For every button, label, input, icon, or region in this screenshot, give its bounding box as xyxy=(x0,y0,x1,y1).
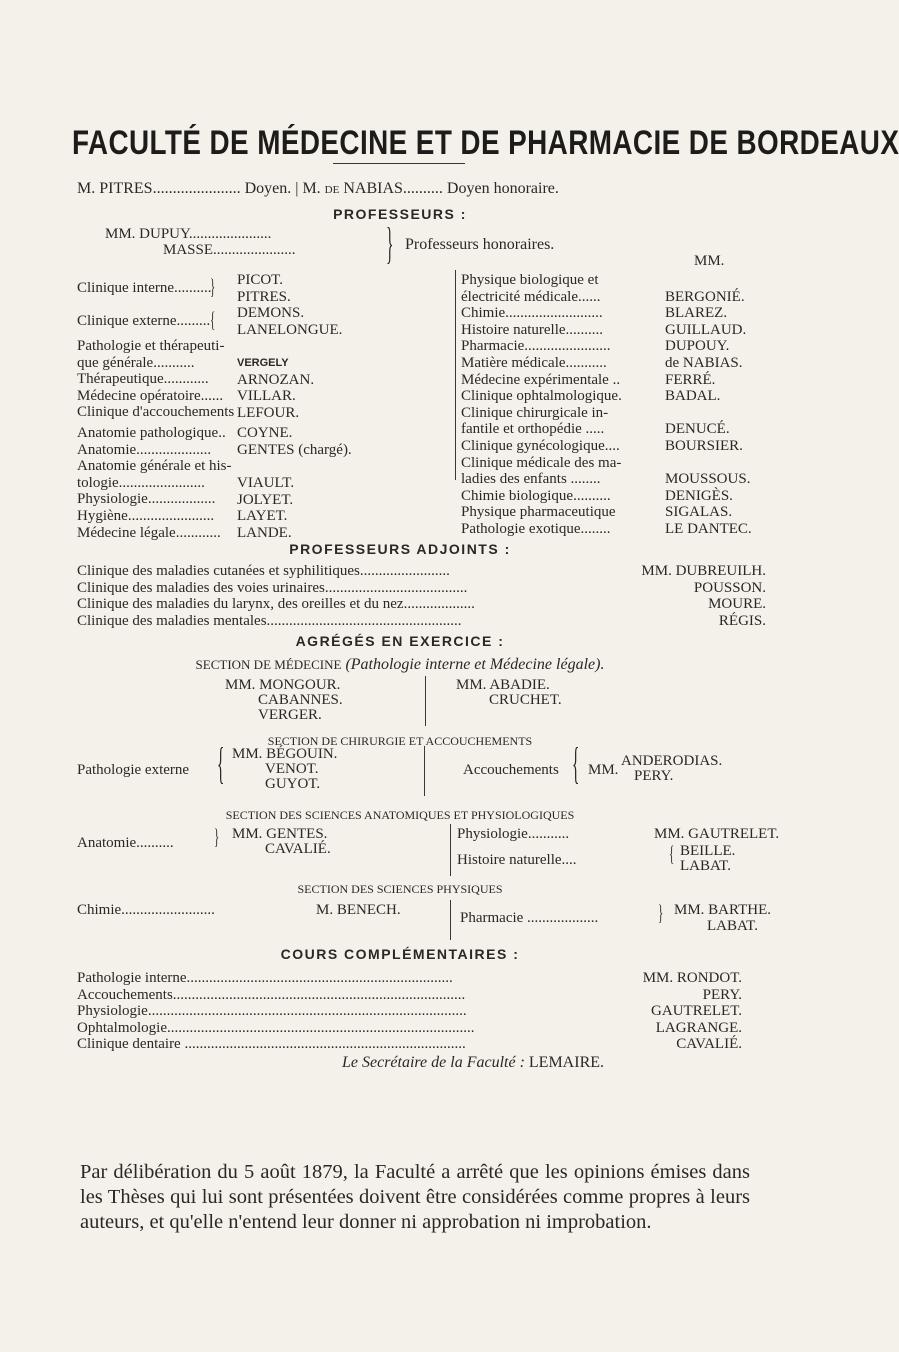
agrege-benech: M. BENECH. xyxy=(316,902,401,918)
honorary-prof-1: MM. DUPUY xyxy=(105,226,189,242)
agrege-anderodias: ANDERODIAS. xyxy=(621,753,723,769)
secretary-line xyxy=(342,1054,604,1072)
hist-nat-brace: { xyxy=(669,841,675,866)
agrege-guyot: GUYOT. xyxy=(265,776,321,792)
chair-r-3: Histoire naturelle.......... xyxy=(461,321,604,338)
chair-r-2: Chimie.......................... xyxy=(461,305,603,322)
prof-bergonie: BERGONIÉ. xyxy=(665,288,745,305)
prof-vergely: VERGELY xyxy=(237,356,289,369)
agrege-cabannes: CABANNES. xyxy=(258,692,343,708)
agrege-cavalie: CAVALIÉ. xyxy=(265,841,331,857)
honorary-brace: } xyxy=(386,219,394,268)
prof-column-divider xyxy=(455,270,456,480)
prof-villar: VILLAR. xyxy=(237,388,296,405)
adjoints-labels xyxy=(77,563,679,629)
pharmacie-names xyxy=(674,902,771,934)
chair-r-8: Clinique chirurgicale in- xyxy=(461,404,609,421)
cours-names xyxy=(612,970,742,1053)
brace-clinique-externe: { xyxy=(210,307,216,332)
prof-moussous: MOUSSOUS. xyxy=(665,471,751,488)
chair-anat-gen-1: Anatomie générale et his- xyxy=(77,458,232,475)
agrege-pery: PERY. xyxy=(634,768,674,784)
medecine-right-names xyxy=(456,678,562,708)
path-externe-label: Pathologie externe xyxy=(77,762,190,778)
chair-anat-gen-2: tologie....................... xyxy=(77,474,205,491)
prof-arnozan: ARNOZAN. xyxy=(237,371,315,388)
prof-gentes: GENTES (chargé). xyxy=(237,441,352,458)
adjoint-regis: RÉGIS. xyxy=(718,612,766,629)
dean-name: M. PITRES xyxy=(77,180,153,197)
prof-ferre: FERRÉ. xyxy=(665,371,716,388)
cours-label-0: Pathologie interne....................................................................... xyxy=(77,970,453,986)
prof-boursier: BOURSIER. xyxy=(665,437,743,454)
honorary-prof-1-dots: ...................... xyxy=(188,226,272,242)
prof-picot: PICOT. xyxy=(237,272,283,288)
adjoint-moure: MOURE. xyxy=(708,596,766,613)
chimie-label: Chimie......................... xyxy=(77,902,215,918)
adjoints-names xyxy=(616,563,766,629)
physiologie-label: Physiologie........... xyxy=(457,826,570,842)
hist-nat-label: Histoire naturelle.... xyxy=(457,852,577,868)
cours-label-1: Accouchements.............................................................................. xyxy=(77,986,466,1003)
prof-left-names xyxy=(237,272,352,542)
chair-accouchements: Clinique d'accouchements xyxy=(77,404,235,421)
chair-anatomie-path: Anatomie pathologique.. xyxy=(77,424,226,441)
section-medecine-sub: (Pathologie interne et Médecine légale). xyxy=(345,656,605,673)
adjoint-pousson: POUSSON. xyxy=(693,579,766,596)
medecine-left-names xyxy=(225,678,343,723)
prof-lande: LANDE. xyxy=(237,524,292,541)
prof-coyne: COYNE. xyxy=(237,425,293,442)
agrege-labat: LABAT. xyxy=(680,858,731,874)
chair-therapeutique: Thérapeutique............ xyxy=(77,371,209,388)
prof-demons: DEMONS. xyxy=(237,305,305,322)
prof-sigalas: SIGALAS. xyxy=(665,504,733,521)
prof-lefour: LEFOUR. xyxy=(237,404,300,421)
adjoint-label-0: Clinique des maladies cutanées et syphilitiques........................ xyxy=(77,563,450,579)
physiques-divider xyxy=(450,900,451,940)
honorary-label: Professeurs honoraires. xyxy=(405,236,555,253)
chair-pathologie-2: que générale........... xyxy=(77,354,195,371)
chair-r-4: Pharmacie....................... xyxy=(461,338,611,355)
chair-r-5: Matière médicale........... xyxy=(461,354,607,371)
cours-lagrange: LAGRANGE. xyxy=(655,1019,742,1036)
chair-medecine-legale: Médecine légale............ xyxy=(77,524,221,541)
title-rule xyxy=(333,163,465,164)
honorary-professors xyxy=(105,226,296,258)
honorary-pre: | M. xyxy=(295,180,321,197)
prof-deniges: DENIGÈS. xyxy=(665,487,733,504)
adjoint-dubreuilh: MM. DUBREUILH. xyxy=(641,563,766,579)
chair-r-1: électricité médicale...... xyxy=(461,288,601,305)
adjoint-label-2: Clinique des maladies du larynx, des oreilles et du nez................... xyxy=(77,596,475,613)
honorary-dean-name: NABIAS xyxy=(343,180,403,197)
accouchements-names xyxy=(621,754,722,784)
agrege-abadie: MM. ABADIE. xyxy=(456,677,550,693)
chair-physiologie: Physiologie.................. xyxy=(77,491,216,508)
accouchements-brace: { xyxy=(572,739,580,788)
agrege-labat-2: LABAT. xyxy=(707,918,758,934)
chair-pathologie-1: Pathologie et thérapeuti- xyxy=(77,338,225,354)
chair-r-7: Clinique ophtalmologique. xyxy=(461,388,622,405)
adjoint-label-3: Clinique des maladies mentales.................................................... xyxy=(77,612,462,629)
chair-r-14: Physique pharmaceutique xyxy=(461,504,616,521)
section-medecine xyxy=(0,656,800,674)
chair-r-11: Clinique médicale des ma- xyxy=(461,454,622,471)
chair-hygiene: Hygiène....................... xyxy=(77,507,215,524)
honorary-prof-2: MASSE xyxy=(163,242,214,258)
anatomie-names xyxy=(232,827,331,857)
cours-labels xyxy=(77,970,657,1053)
agrege-cruchet: CRUCHET. xyxy=(489,692,562,708)
prof-jolyet: JOLYET. xyxy=(237,491,294,508)
agrege-beille: BEILLE. xyxy=(680,843,736,859)
brace-clinique-interne: } xyxy=(210,274,216,299)
chair-medecine-operatoire: Médecine opératoire...... xyxy=(77,387,224,404)
path-externe-names xyxy=(232,747,337,792)
chirurgie-divider xyxy=(424,746,425,796)
chair-r-15: Pathologie exotique........ xyxy=(461,520,611,537)
dean-title: Doyen. xyxy=(244,180,292,197)
agrege-verger: VERGER. xyxy=(258,707,322,723)
agrege-venot: VENOT. xyxy=(265,761,319,777)
medecine-divider xyxy=(425,676,426,726)
cours-pery: PERY. xyxy=(702,986,742,1003)
prof-pitres: PITRES. xyxy=(237,288,291,305)
prof-blarez: BLAREZ. xyxy=(665,305,728,322)
prof-lanelongue: LANELONGUE. xyxy=(237,321,343,338)
professeurs-heading: PROFESSEURS : xyxy=(333,206,467,222)
cours-label-3: Ophtalmologie.................................................................................. xyxy=(77,1019,475,1036)
prof-dupouy: DUPOUY. xyxy=(665,338,730,355)
pharmacie-brace: } xyxy=(658,900,664,925)
prof-de-nabias: de NABIAS. xyxy=(665,354,743,371)
adjoint-label-1: Clinique des maladies des voies urinaires...................................... xyxy=(77,579,468,596)
section-chirurgie: SECTION DE CHIRURGIE ET ACCOUCHEMENTS xyxy=(267,734,533,748)
chair-r-0: Physique biologique et xyxy=(461,272,599,288)
agrege-barthe: MM. BARTHE. xyxy=(674,902,772,918)
chair-r-13: Chimie biologique.......... xyxy=(461,487,611,504)
dean-line xyxy=(77,180,559,198)
secretary-name: LEMAIRE. xyxy=(528,1054,605,1071)
agrege-gautrelet: MM. GAUTRELET. xyxy=(654,826,780,842)
pharmacie-label: Pharmacie ................... xyxy=(460,910,599,926)
faculty-title: FACULTÉ DE MÉDECINE ET DE PHARMACIE DE BORDEAUX xyxy=(72,124,899,162)
section-medecine-label: SECTION DE MÉDECINE xyxy=(195,657,342,672)
cours-gautrelet: GAUTRELET. xyxy=(651,1003,742,1020)
agrege-gentes: MM. GENTES. xyxy=(232,826,328,842)
chair-anatomie: Anatomie.................... xyxy=(77,441,212,458)
agrege-begouin: MM. BÉGOUIN. xyxy=(232,746,338,762)
cours-cavalie: CAVALIÉ. xyxy=(676,1036,742,1053)
path-externe-brace: { xyxy=(217,739,225,788)
prof-denuce: DENUCÉ. xyxy=(665,421,730,438)
prof-le-dantec: LE DANTEC. xyxy=(665,520,752,537)
hist-nat-names xyxy=(680,844,735,874)
prof-viault: VIAULT. xyxy=(237,475,295,492)
anatomie-divider xyxy=(450,824,451,876)
prof-layet: LAYET. xyxy=(237,508,288,525)
prof-left-chairs xyxy=(77,272,235,541)
agrege-mongour: MM. MONGOUR. xyxy=(225,677,341,693)
chair-r-9: fantile et orthopédie ..... xyxy=(461,421,605,438)
chair-r-6: Médecine expérimentale .. xyxy=(461,371,621,388)
cours-heading: COURS COMPLÉMENTAIRES : xyxy=(280,946,520,962)
chair-r-10: Clinique gynécologique.... xyxy=(461,437,620,454)
accouchements-mm: MM. xyxy=(588,762,619,778)
anatomie-brace: } xyxy=(214,824,220,849)
secretary-label: Le Secrétaire de la Faculté : xyxy=(342,1054,525,1071)
chair-r-12: ladies des enfants ........ xyxy=(461,471,601,488)
prof-right-chairs xyxy=(461,272,666,538)
honorary-dean-title: Doyen honoraire. xyxy=(446,180,559,197)
cours-rondot: MM. RONDOT. xyxy=(642,970,742,986)
dean-dots: ...................... xyxy=(152,180,241,197)
declaration-paragraph: Par délibération du 5 août 1879, la Faculté a arrêté que les opinions émises dans les Thèses qui lui sont présentées doivent être considérées comme propres à leurs auteurs, et qu'elle n'entend leur donner ni approbation ni improbation. xyxy=(80,1161,750,1233)
accouchements-label: Accouchements xyxy=(463,762,559,778)
adjoints-heading: PROFESSEURS ADJOINTS : xyxy=(289,541,511,557)
agreges-heading: AGRÉGÉS EN EXERCICE : xyxy=(295,633,505,649)
chair-clinique-interne: Clinique interne.......... xyxy=(77,280,212,296)
honorary-dots: .......... xyxy=(402,180,443,197)
chair-clinique-externe: Clinique externe......... xyxy=(77,313,211,329)
prof-badal: BADAL. xyxy=(665,388,721,405)
prof-guillaud: GUILLAUD. xyxy=(665,321,747,338)
prof-right-names xyxy=(665,272,752,538)
cours-label-2: Physiologie..................................................................................... xyxy=(77,1003,467,1020)
anatomie-label: Anatomie.......... xyxy=(77,835,174,851)
mm-label: MM. xyxy=(694,253,725,269)
section-physiques: SECTION DES SCIENCES PHYSIQUES xyxy=(297,882,503,896)
honorary-prof-2-dots: ...................... xyxy=(213,242,296,258)
honorary-de: de xyxy=(324,180,340,197)
section-anatomie: SECTION DES SCIENCES ANATOMIQUES ET PHYSIOLOGIQUES xyxy=(225,808,575,822)
cours-label-4: Clinique dentaire ........................................................................... xyxy=(77,1036,466,1053)
